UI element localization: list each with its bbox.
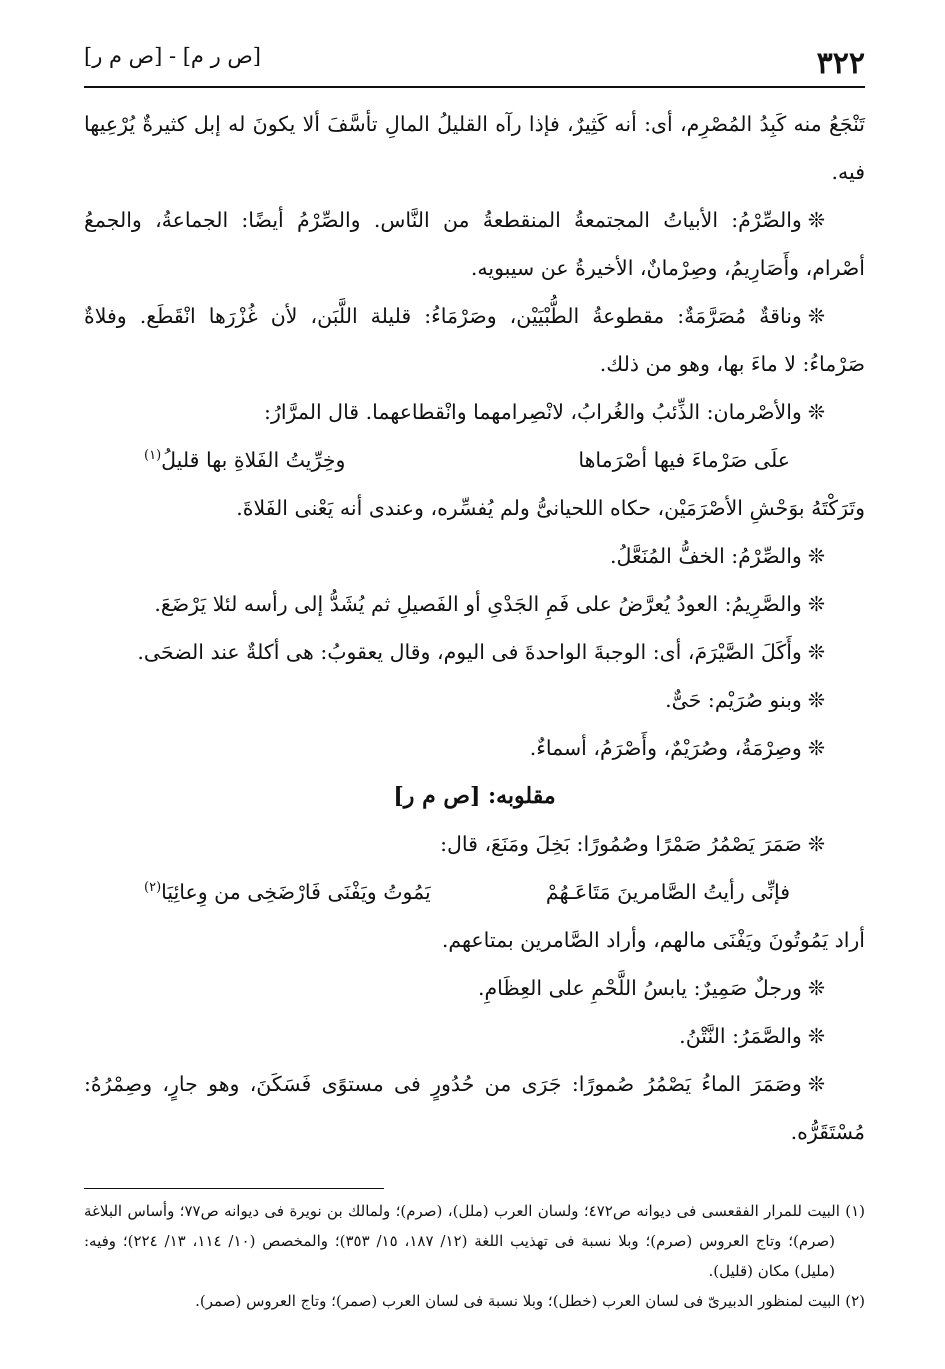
paragraph-continuation: تَنْجَعُ منه كَبِدُ المُصْرِم، أى: أنه كَثِيرٌ، فإذا رآه القليلُ المالِ تأسَّفَ ألا يكونَ له إبل كثيرةٌ يُرْعِيها فيه. bbox=[84, 112, 865, 184]
entry-star-icon: ❊ bbox=[807, 400, 825, 424]
entry-text: صَمَرَ يَصْمُرُ صَمْرًا وصُمُورًا: بَخِلَ ومَنَعَ، قال: bbox=[440, 832, 802, 856]
entry-text: ورجلٌ صَمِيرٌ: يابسُ اللَّحْمِ على العِظَامِ. bbox=[477, 976, 802, 1000]
entry-paragraph bbox=[84, 628, 865, 676]
entry-paragraph bbox=[84, 196, 865, 292]
running-head: [ص ر م] - [ص م ر] bbox=[84, 44, 261, 68]
verse-hemistich-first: علَى صَرْماءَ فيها أصْرَماها bbox=[578, 448, 790, 472]
entry-star-icon: ❊ bbox=[807, 1072, 825, 1096]
verse-line bbox=[84, 868, 865, 916]
entry-star-icon: ❊ bbox=[807, 688, 825, 712]
entry-paragraph bbox=[84, 1060, 865, 1156]
entry-star-icon: ❊ bbox=[807, 736, 825, 760]
entry-star-icon: ❊ bbox=[807, 544, 825, 568]
entry-text: والصِّرْمُ: الأبياتُ المجتمعةُ المنقطعةُ من النَّاس. والصِّرْمُ أيضًا: الجماعةُ، والجمعُ أصْرام، وأَصَارِيمُ، وصِرْمانٌ، الأخيرةُ عن سيبويه. bbox=[84, 208, 865, 280]
entry-text: وصِرْمَةُ، وصُرَيْمٌ، وأَصْرَمُ، أسماءٌ. bbox=[529, 736, 802, 760]
entry-star-icon: ❊ bbox=[807, 640, 825, 664]
entry-paragraph bbox=[84, 1012, 865, 1060]
entry-paragraph bbox=[84, 388, 865, 436]
entry-text: والأصْرمان: الذِّئبُ والغُرابُ، لانْصِرامهما وانْقطاعهما. قال المرَّارُ: bbox=[264, 400, 802, 424]
footnote-divider bbox=[84, 1188, 384, 1189]
entry-star-icon: ❊ bbox=[807, 592, 825, 616]
entry-paragraph bbox=[84, 532, 865, 580]
page-header bbox=[84, 40, 865, 88]
footnotes bbox=[84, 1196, 865, 1316]
entry-paragraph bbox=[84, 676, 865, 724]
verse-hemistich-first: فإنِّى رأيتُ الصَّامرينَ مَتَاعَـهُمْ bbox=[545, 880, 790, 904]
verse-line bbox=[84, 436, 865, 484]
entry-star-icon: ❊ bbox=[807, 976, 825, 1000]
footnote-2: (٢) البيت لمنظور الدبيرىّ فى لسان العرب (خطل)؛ وبلا نسبة فى لسان العرب (صمر)؛ وتاج العروس (صمر). bbox=[195, 1292, 865, 1310]
footnote-1: (١) البيت للمرار الفقعسى فى ديوانه ص٤٧٢؛ ولسان العرب (ملل)، (صرم)؛ ولمالك بن نويرة فى ديوانه ص٧٧؛ وأساس البلاغة (صرم)؛ وتاج العروس (صرم)؛ وبلا نسبة فى تهذيب اللغة (١٢/ ١٨٧، ١٥/ ٣٥٣)؛ والمخصص (١٠/ ١١٤، ١٣/ ٢٢٤)؛ وفيه: (مليل) مكان (قليل). bbox=[84, 1202, 865, 1280]
entry-star-icon: ❊ bbox=[807, 832, 825, 856]
entry-star-icon: ❊ bbox=[807, 208, 825, 232]
footnote-marker: (٢) bbox=[144, 880, 162, 896]
verse-hemistich-second bbox=[144, 868, 431, 916]
entry-text: وصَمَرَ الماءُ يَصْمُرُ صُمورًا: جَرَى من حُدُورٍ فى مستوًى فَسَكَنَ، وهو جارٍ، وصِمْرُهُ: مُسْتَقَرُّه. bbox=[84, 1072, 865, 1144]
entry-text: والصِّرْمُ: الخفُّ المُنَعَّلُ. bbox=[609, 544, 802, 568]
entry-text: وبنو صُرَيْم: حَىٌّ. bbox=[665, 688, 802, 712]
entry-text: والصَّمَرُ: النَّتْنُ. bbox=[679, 1024, 802, 1048]
entry-star-icon: ❊ bbox=[807, 304, 825, 328]
page-number: ٣٢٢ bbox=[816, 46, 865, 81]
entry-star-icon: ❊ bbox=[807, 1024, 825, 1048]
entry-text: وناقةٌ مُصَرَّمَةٌ: مقطوعةُ الطُّبْيَيْن، وصَرْمَاءُ: قليلة اللَّبَن، لأن غُزْرَها انْقَطَع. وفلاةٌ صَرْماءُ: لا ماءَ بها، وهو من ذلك. bbox=[84, 304, 865, 376]
section-heading: مقلوبه: [ص م ر] bbox=[393, 783, 556, 809]
entry-paragraph bbox=[84, 964, 865, 1012]
verse-hemistich-second bbox=[144, 436, 345, 484]
verse-hemistich-text: وخِرِّيتُ الفَلاةِ بها قليلُ bbox=[161, 448, 346, 472]
entry-text: وأَكَلَ الصَّيْرَمَ، أى: الوجبةَ الواحدةَ فى اليوم، وقال يعقوبُ: هى أكلةٌ عند الضحَى. bbox=[137, 640, 802, 664]
paragraph-continuation: أراد يَمُوتُونَ ويَفْنَى مالهم، وأراد الصَّامرين بمتاعهم. bbox=[441, 928, 865, 952]
paragraph-continuation: وتَرَكْتَهُ بوَحْشِ الأصْرَمَيْن، حكاه اللحيانىُّ ولم يُفسِّره، وعندى أنه يَعْنى الفَلاةَ. bbox=[236, 496, 865, 520]
entry-paragraph bbox=[84, 724, 865, 772]
entry-paragraph bbox=[84, 820, 865, 868]
entry-text: والصَّرِيمُ: العودُ يُعرَّضُ على فَمِ الجَدْىِ أو الفَصيلِ ثم يُشَدُّ إلى رأسه لئلا يَرْضَعَ. bbox=[154, 592, 802, 616]
main-text bbox=[84, 100, 865, 1156]
footnote-marker: (١) bbox=[144, 448, 162, 464]
entry-paragraph bbox=[84, 580, 865, 628]
verse-hemistich-text: يَمُوتُ ويَفْنَى فَارْضَخِى من وِعائِيَا bbox=[161, 880, 431, 904]
entry-paragraph bbox=[84, 292, 865, 388]
